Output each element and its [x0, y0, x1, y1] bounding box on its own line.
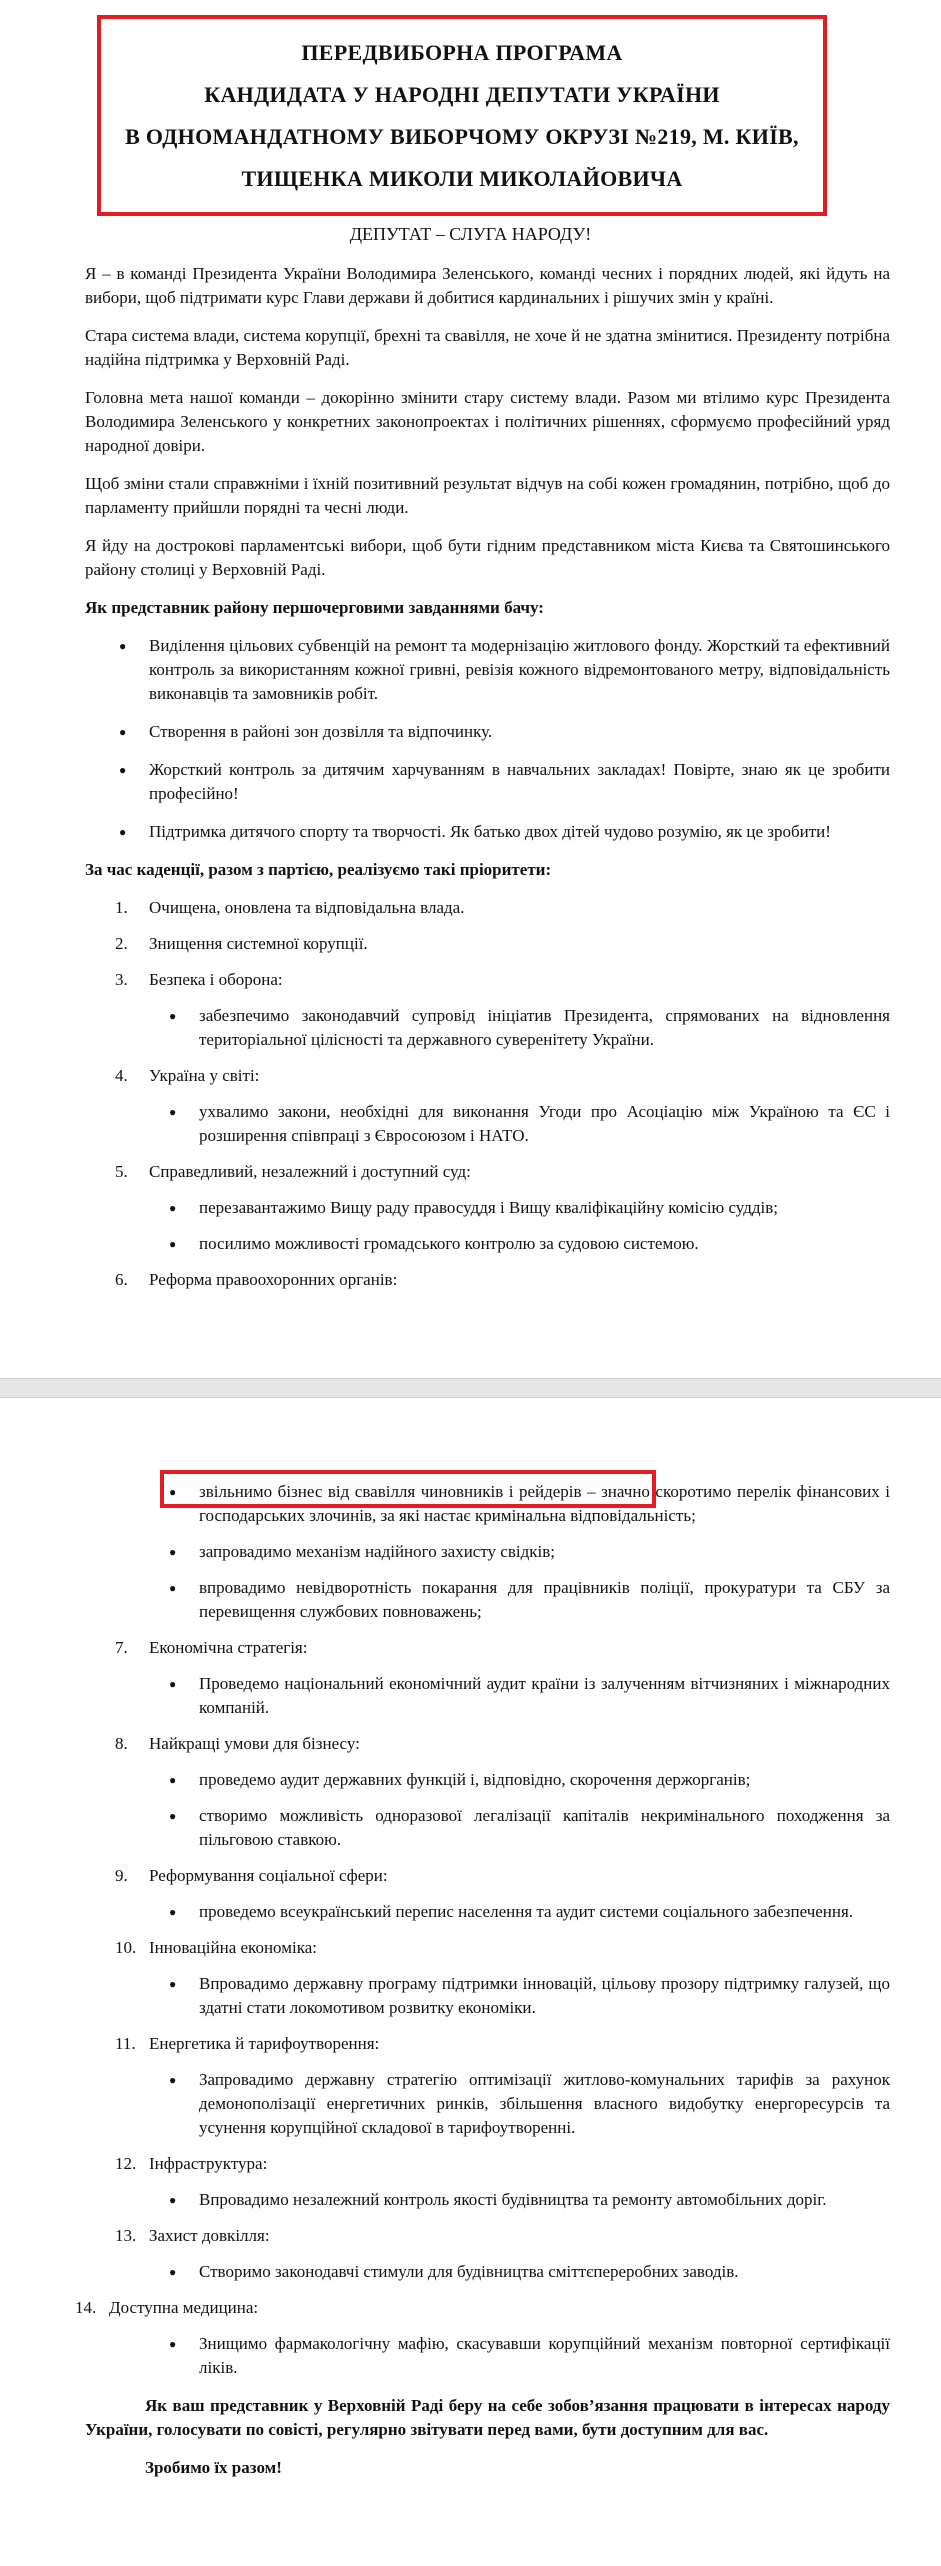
priority-number: 6. — [115, 1270, 128, 1289]
priority-label: Захист довкілля: — [149, 2226, 270, 2245]
priority-number: 10. — [115, 1938, 137, 1957]
title-line: ПЕРЕДВИБОРНА ПРОГРАМА — [301, 39, 623, 65]
priority-sublist — [85, 1100, 890, 1148]
priority-item — [85, 2224, 890, 2248]
title-line: В ОДНОМАНДАТНОМУ ВИБОРЧОМУ ОКРУЗІ №219, М. КИЇВ, — [125, 123, 799, 149]
priority-sublist — [85, 1972, 890, 2020]
priority-label: Інноваційна економіка: — [149, 1938, 317, 1957]
district-list — [85, 634, 890, 844]
priority-item — [85, 968, 890, 992]
priority-number: 5. — [115, 1162, 128, 1181]
priority-sublist — [85, 1196, 890, 1256]
priority-label: Найкращі умови для бізнесу: — [149, 1734, 360, 1753]
priority-subitem: ● Запровадимо державну стратегію оптимізації житлово-комунальних тарифів за рахунок демонополізації енергетичних ринків, збільшення власного видобутку енергоресурсів та усунення корупційної складової в тарифоутворенні. — [135, 2068, 890, 2140]
district-item: ● Виділення цільових субвенцій на ремонт та модернізацію житлового фонду. Жорсткий та ефективний контроль за використанням кожної гривні, ревізія кожного відремонтованого метру, відповідальність виконавців та замовників робіт. — [85, 634, 890, 706]
priority-subitem: ● Впровадимо незалежний контроль якості будівництва та ремонту автомобільних доріг. — [135, 2188, 890, 2212]
intro-paragraph: Я – в команді Президента України Володимира Зеленського, команді чесних і порядних людей, які йдуть на вибори, щоб підтримати курс Глави держави й добитися кардинальних і рішучих змін у країні. — [85, 264, 890, 307]
priority-sublist — [85, 2068, 890, 2140]
priority-label: Очищена, оновлена та відповідальна влада. — [149, 898, 465, 917]
priority-subitem: ● проведемо аудит державних функцій і, відповідно, скорочення держорганів; — [135, 1768, 890, 1792]
priority-subitem: ● звільнимо бізнес від свавілля чиновників і рейдерів – значно скоротимо перелік фінансових і господарських злочинів, за які настає кримінальна відповідальність; — [135, 1480, 890, 1528]
priority-subitem: ● посилимо можливості громадського контролю за судовою системою. — [135, 1232, 890, 1256]
priority-subitem: ● проведемо всеукраїнський перепис населення та аудит системи соціального забезпечення. — [135, 1900, 890, 1924]
priority-subitem: ● створимо можливість одноразової легалізації капіталів некримінального походження за пільговою ставкою. — [135, 1804, 890, 1852]
priority-sublist — [85, 1672, 890, 1720]
priority-label: Справедливий, незалежний і доступний суд: — [149, 1162, 471, 1181]
priority-item — [85, 1636, 890, 1660]
intro-paragraph: Головна мета нашої команди – докорінно змінити стару систему влади. Разом ми втілимо курс Президента Володимира Зеленського у конкретних законопроектах і політичних рішеннях, сформуємо професійний уряд народної довіри. — [85, 388, 890, 455]
priority-subitem: ● Знищимо фармакологічну мафію, скасувавши корупційний механізм повторної сертифікації ліків. — [135, 2332, 890, 2380]
closing-slogan: Зробимо їх разом! — [145, 2458, 282, 2477]
title-highlight-box — [97, 15, 827, 216]
priority-sublist — [85, 1768, 890, 1852]
priorities-list-part1 — [85, 896, 890, 1292]
priority-number: 14. — [75, 2298, 97, 2317]
priority-sublist — [85, 1900, 890, 1924]
priority-item — [85, 1160, 890, 1184]
priority-item — [85, 1268, 890, 1292]
document-page-2 — [0, 1398, 941, 2566]
priority-number: 4. — [115, 1066, 128, 1085]
priority-label: Економічна стратегія: — [149, 1638, 308, 1657]
priority-sublist — [85, 2188, 890, 2212]
priority-sublist — [85, 1004, 890, 1052]
priority-item — [85, 1864, 890, 1888]
priority-label: Інфраструктура: — [149, 2154, 268, 2173]
intro-paragraph: Стара система влади, система корупції, брехні та свавілля, не хоче й не здатна змінитися. Президенту потрібна надійна підтримка у Верховній Раді. — [85, 326, 890, 369]
page1-body — [85, 262, 890, 1304]
title-line: ТИЩЕНКА МИКОЛИ МИКОЛАЙОВИЧА — [241, 165, 683, 191]
priority-label: Доступна медицина: — [109, 2298, 259, 2317]
priorities-heading: За час каденції, разом з партією, реалізуємо такі пріоритети: — [85, 860, 552, 879]
priority-sublist — [85, 2260, 890, 2284]
priority-subitem: ● ухвалимо закони, необхідні для виконання Угоди про Асоціацію між Україною та ЄС і розширення співпраці з Євросоюзом і НАТО. — [135, 1100, 890, 1148]
intro-paragraph: Я йду на дострокові парламентські вибори, щоб бути гідним представником міста Києва та Святошинського району столиці у Верховній Раді. — [85, 536, 890, 579]
priority-label: Знищення системної корупції. — [149, 934, 368, 953]
priority-item — [85, 896, 890, 920]
priority-number: 2. — [115, 934, 128, 953]
priority-item — [85, 1936, 890, 1960]
priority-label: Україна у світі: — [149, 1066, 260, 1085]
priority-item — [85, 2152, 890, 2176]
priority-number: 13. — [115, 2226, 137, 2245]
title-line: КАНДИДАТА У НАРОДНІ ДЕПУТАТИ УКРАЇНИ — [204, 81, 720, 107]
intro-paragraph: Щоб зміни стали справжніми і їхній позитивний результат відчув на собі кожен громадянин, потрібно, щоб до парламенту прийшли порядні та чесні люди. — [85, 474, 890, 517]
page-separator — [0, 1378, 941, 1398]
district-item: ● Жорсткий контроль за дитячим харчуванням в навчальних закладах! Повірте, знаю як це зробити професійно! — [85, 758, 890, 806]
district-heading: Як представник району першочерговими завданнями бачу: — [85, 598, 544, 617]
priority-label: Реформування соціальної сфери: — [149, 1866, 388, 1885]
priority-item — [85, 1064, 890, 1088]
priority-number: 1. — [115, 898, 128, 917]
priority-number: 11. — [115, 2034, 136, 2053]
priority-number: 3. — [115, 970, 128, 989]
priority-subitem: ● впровадимо невідворотність покарання для працівників поліції, прокуратури та СБУ за перевищення службових повноважень; — [135, 1576, 890, 1624]
page2-body — [75, 1480, 890, 2494]
district-item: ● Створення в районі зон дозвілля та відпочинку. — [85, 720, 890, 744]
district-item: ● Підтримка дитячого спорту та творчості. Як батько двох дітей чудово розумію, як це зробити! — [85, 820, 890, 844]
priority-subitem: ● Впровадимо державну програму підтримки інновацій, цільову прозору підтримку галузей, що здатні стати локомотивом розвитку економіки. — [135, 1972, 890, 2020]
priority-label: Безпека і оборона: — [149, 970, 283, 989]
slogan-subtitle: ДЕПУТАТ – СЛУГА НАРОДУ! — [349, 224, 592, 244]
priority-number: 12. — [115, 2154, 137, 2173]
priority-number: 8. — [115, 1734, 128, 1753]
priority-subitem: ● перезавантажимо Вищу раду правосуддя і Вищу кваліфікаційну комісію суддів; — [135, 1196, 890, 1220]
priority-item — [85, 1732, 890, 1756]
priority-subitem: ● забезпечимо законодавчий супровід ініціатив Президента, спрямованих на відновлення територіальної цілісності та державного суверенітету України. — [135, 1004, 890, 1052]
priority-subitem: ● Проведемо національний економічний аудит країни із залученням вітчизняних і міжнародних компаній. — [135, 1672, 890, 1720]
priority-subitem: ● запровадимо механізм надійного захисту свідків; — [135, 1540, 890, 1564]
priority-item — [85, 932, 890, 956]
police-reform-sublist — [85, 1480, 890, 1624]
closing-pledge: Як ваш представник у Верховній Раді беру на себе зобов’язання працювати в інтересах народу України, голосувати по совісті, регулярно звітувати перед вами, бути доступним для вас. — [85, 2396, 890, 2439]
priority-label: Реформа правоохоронних органів: — [149, 1270, 398, 1289]
priority-item — [75, 2296, 890, 2320]
priority-subitem: ● Створимо законодавчі стимули для будівництва сміттєпереробних заводів. — [135, 2260, 890, 2284]
priority-number: 7. — [115, 1638, 128, 1657]
priority-sublist — [85, 2332, 890, 2380]
priority-number: 9. — [115, 1866, 128, 1885]
priority-item — [85, 2032, 890, 2056]
priority-label: Енергетика й тарифоутворення: — [149, 2034, 380, 2053]
